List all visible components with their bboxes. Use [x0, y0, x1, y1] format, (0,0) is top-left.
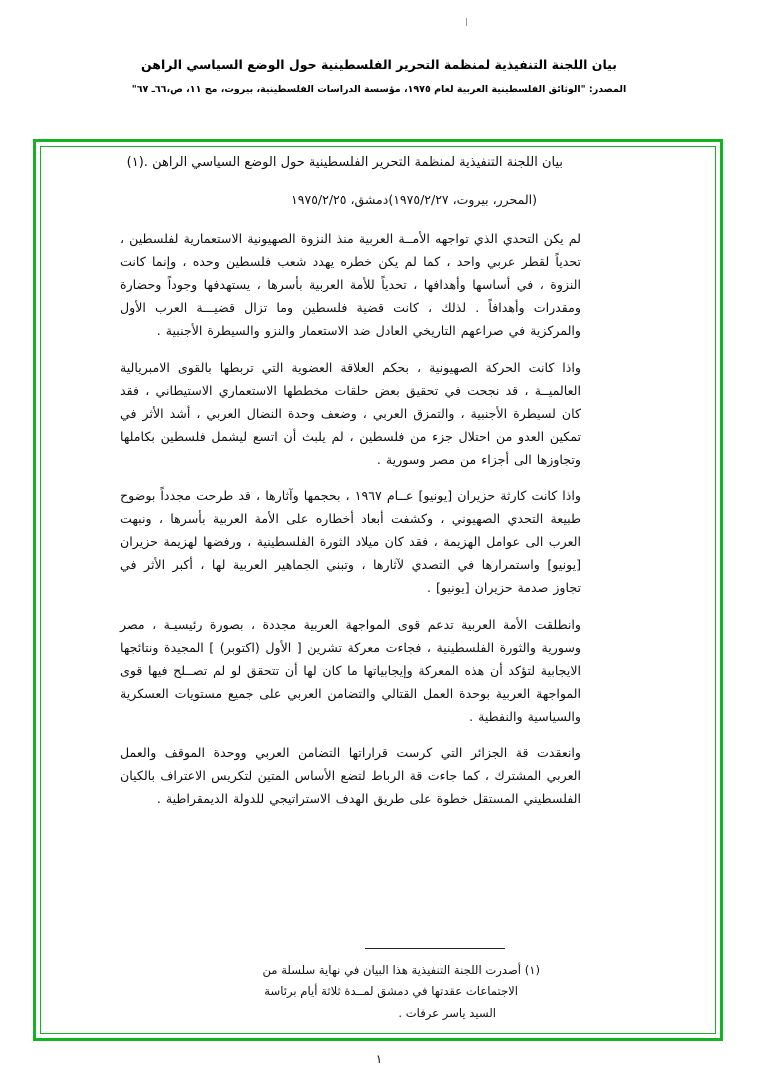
header-source: المصدر: "الوثائق الفلسطينية العربية لعام ١٩٧٥، مؤسسة الدراسات الفلسطينية، بيروت، مج ١١، ص،٦٦ـ ٦٧": [131, 83, 627, 95]
paragraph: وانطلقت الأمة العربية تدعم قوى المواجهة العربية مجددة ، بصورة رئيسيـة ، مصر وسورية والثورة الفلسطينية ، فجاءت معركة تشرين [ الأول (اكتوبر) ] المجيدة ونتائجها الايجابية لتؤكد أن هذه المعركة وإيجابياتها ما كان لها أن تتحقق لو لم تصــلح فيها قوى المواجهة العربية بوحدة العمل القتالي والتضامن العربي على جميع مستويات العسكرية والسياسية والنفطية .: [120, 616, 581, 724]
footnote: [150, 960, 540, 1024]
header-title: بيان اللجنة التنفيذية لمنظمة التحرير الفلسطينية حول الوضع السياسي الراهن: [141, 57, 617, 72]
footnote-line: الاجتماعات عقدتها في دمشق لمــدة ثلاثة أيام برئاسة: [264, 984, 518, 999]
page-number: ١: [375, 1052, 383, 1066]
dateline-publication: (المحرر، بيروت، ١٩٧٥/٢/٢٧): [388, 192, 537, 208]
paragraph: واذا كانت الحركة الصهيونية ، بحكم العلاقة العضوية التي تربطها بالقوى الامبريالية العالميــة ، قد نجحت في تحقيق بعض حلقات مخططها الاستعماري الاستيطاني ، فقد كان لسيطرة الأجنبية ، والتمزق العربي ، وضعف وحدة النضال العربي ، أشد الأثر في تمكين العدو من احتلال جزء من فلسطين ، لم يلبث أن اتسع ليشمل فلسطين بكاملها وتجاوزها الى أجزاء من مصر وسورية .: [120, 359, 581, 467]
dateline: [120, 190, 615, 210]
page-header: [0, 56, 758, 95]
paragraph: لم يكن التحدي الذي تواجهه الأمــة العربية منذ النزوة الصهيونية الاستعمارية لفلسطين ، تحدياً لقطر عربي واحد ، كما لم يكن خطره يهدد شعب فلسطين وحده ، وإنما كانت النزوة ، في أساسها وأهدافها ، تحدياً للأمة العربية بأسرها ، يستهدفها وجوداً وحضارة ومقدرات وأهدافاً . لذلك ، كانت قضية فلسطين وما تزال قضيـــة العرب الأول والمركزية في صراعهم التاريخي العادل ضد الاستعمار والنزو والسيطرة الأجنبية .: [120, 231, 581, 338]
document-title: بيان اللجنة التنفيذية لمنظمة التحرير الفلسطينية حول الوضع السياسي الراهن .(١): [126, 155, 563, 170]
document-body: [120, 152, 615, 825]
dateline-place-date: دمشق، ١٩٧٥/٢/٢٥: [291, 192, 389, 208]
footnote-separator: [365, 948, 505, 949]
footnote-line: السيد ياسر عرفات .: [398, 1005, 496, 1020]
crop-mark: [466, 18, 467, 26]
paragraph: واذا كانت كارثة حزيران [يونيو] عــام ١٩٦٧ ، بحجمها وآثارها ، قد طرحت مجدداً بوضوح طبيعة التحدي الصهيوني ، وكشفت أبعاد أخطاره على الأمة العربية بأسرها ، ونبهت العرب الى عوامل الهزيمة ، فقد كان ميلاد الثورة الفلسطينية ، ورفضها لهزيمة حزيران [يونيو] واستمرارها في التصدي لآثارها ، وتبني الجماهير العربية لها ، أكبر الأثر في تجاوز صدمة حزيران [يونيو] .: [120, 488, 581, 596]
paragraph: وانعقدت قة الجزائر التي كرست قراراتها التضامن العربي ووحدة الموقف والعمل العربي المشترك ، كما جاءت قة الرباط لتضع الأساس المتين لتكريس الاعتراف بالكيان الفلسطيني المستقل خطوة على طريق الهدف الاستراتيجي للدولة الديمقراطية .: [120, 745, 581, 807]
footnote-line: (١) أصدرت اللجنة التنفيذية هذا البيان في نهاية سلسلة من: [262, 963, 540, 977]
